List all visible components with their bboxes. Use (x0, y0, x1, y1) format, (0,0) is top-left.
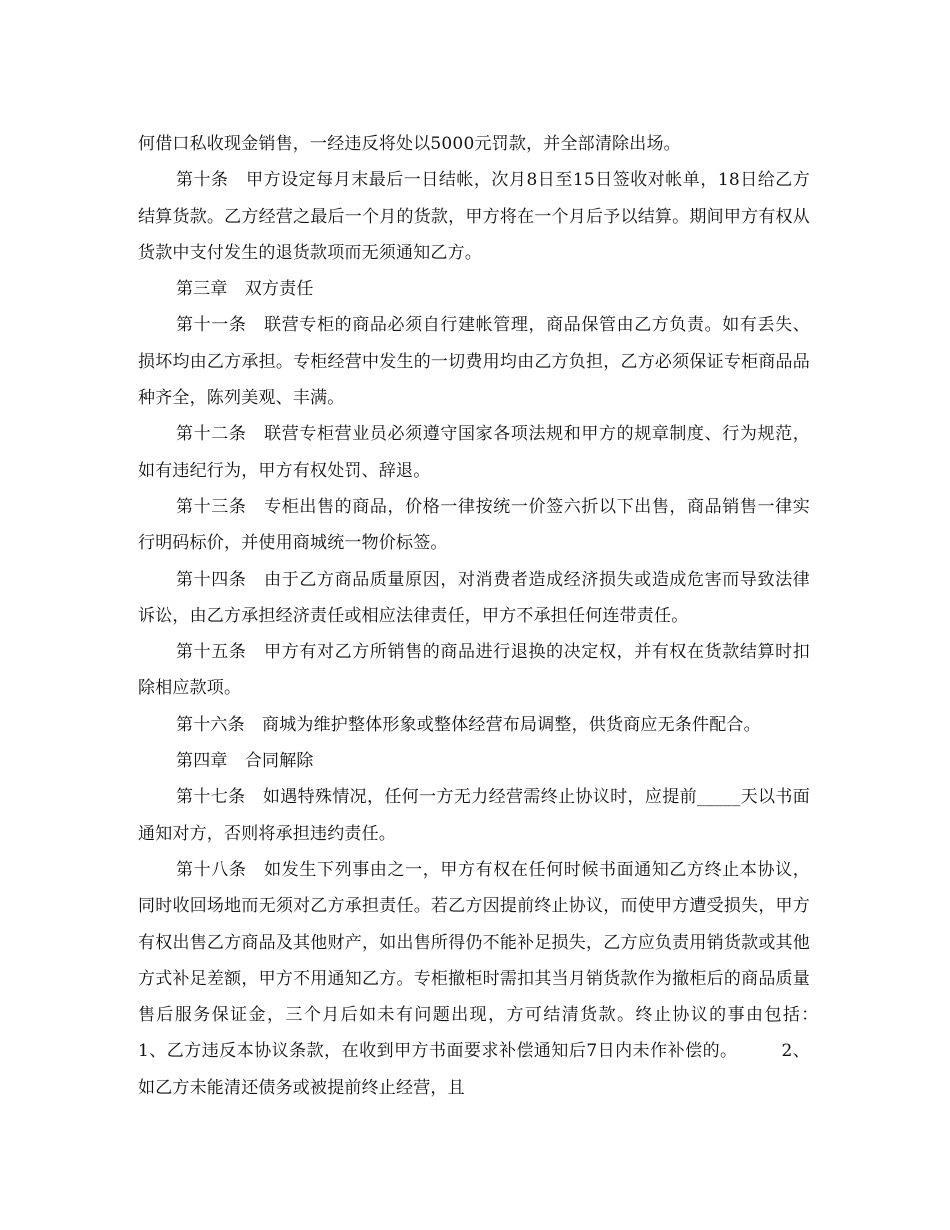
article-15: 第十五条 甲方有对乙方所销售的商品进行退换的决定权，并有权在货款结算时扣除相应款项。 (138, 642, 810, 699)
article-16: 第十六条 商城为维护整体形象或整体经营布局调整，供货商应无条件配合。 (176, 714, 761, 735)
article-14: 第十四条 由于乙方商品质量原因，对消费者造成经济损失或造成危害而导致法律诉讼，由乙方承担经济责任或相应法律责任，甲方不承担任何连带责任。 (138, 569, 810, 626)
article-17: 第十七条 如遇特殊情况，任何一方无力经营需终止协议时，应提前_____天以书面通知对方，否则将承担违约责任。 (138, 787, 810, 844)
paragraph-continuation: 何借口私收现金销售，一经违反将处以5000元罚款，并全部清除出场。 (138, 134, 681, 154)
article-10: 第十条 甲方设定每月末最后一日结帐，次月8日至15日签收对帐单，18日给乙方结算货款。乙方经营之最后一个月的货款，甲方将在一个月后予以结算。期间甲方有权从货款中支付发生的退货款项而无须通知乙方。 (138, 170, 810, 263)
chapter-3-heading: 第三章 双方责任 (176, 279, 314, 300)
document-body (138, 126, 862, 1106)
article-11: 第十一条 联营专柜的商品必须自行建帐管理，商品保管由乙方负责。如有丢失、损坏均由乙方承担。专柜经营中发生的一切费用均由乙方负担，乙方必须保证专柜商品品种齐全，陈列美观、丰满。 (138, 315, 810, 409)
chapter-4-heading: 第四章 合同解除 (176, 751, 314, 772)
article-12: 第十二条 联营专柜营业员必须遵守国家各项法规和甲方的规章制度、行为规范，如有违纪行为，甲方有权处罚、辞退。 (138, 424, 810, 481)
article-13: 第十三条 专柜出售的商品，价格一律按统一价签六折以下出售，商品销售一律实行明码标价，并使用商城统一物价标签。 (138, 496, 810, 554)
article-18: 第十八条 如发生下列事由之一，甲方有权在任何时候书面通知乙方终止本协议，同时收回场地而无须对乙方承担责任。若乙方因提前终止协议，而使甲方遭受损失，甲方有权出售乙方商品及其他财产，如出售所得仍不能补足损失，乙方应负责用销货款或其他方式补足差额，甲方不用通知乙方。专柜撤柜时需扣其当月销货款作为撤柜后的商品质量售后服务保证金，三个月后如未有问题出现，方可结清货款。终止协议的事由包括： 1、乙方违反本协议条款，在收到甲方书面要求补偿通知后7日内未作补偿的。 2、如乙方未能清还债务或被提前终止经营，且 (138, 859, 862, 1098)
